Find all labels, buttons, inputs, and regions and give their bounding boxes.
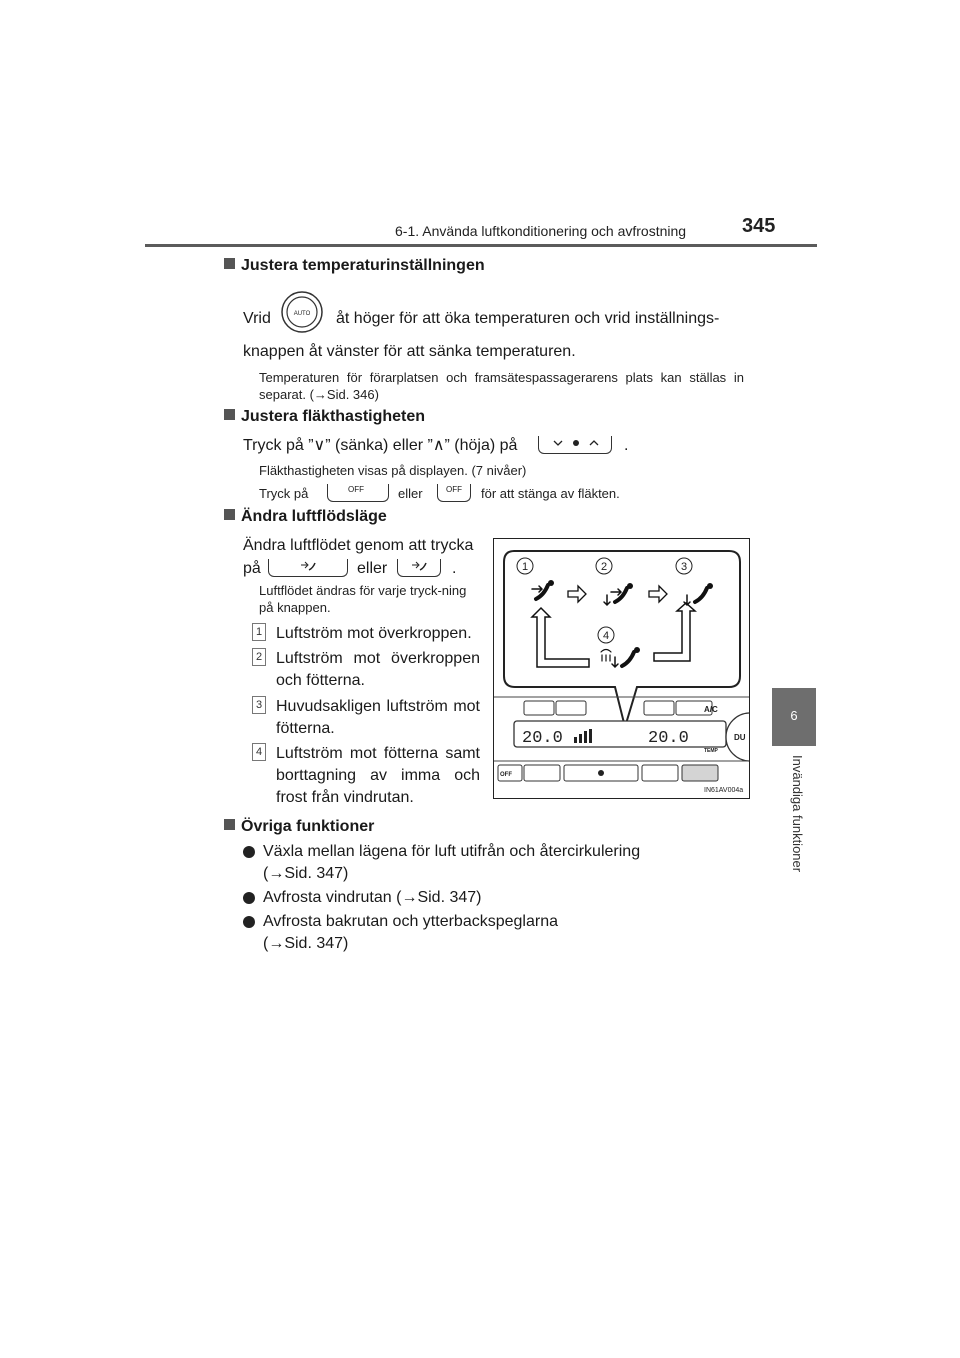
chapter-tab xyxy=(772,688,816,746)
header-section-title: 6-1. Använda luftkonditionering och avfrostning xyxy=(395,223,687,239)
item-text: Luftström mot överkroppen och fötterna. xyxy=(276,650,480,689)
item-number: 2 xyxy=(252,648,266,666)
temp-note: Temperaturen för förarplatsen och framsätespassagerarens plats kan ställas in separat. (→Sid. 346) xyxy=(259,370,744,402)
airflow-line2-pre: på xyxy=(243,560,261,577)
off-label-small: OFF xyxy=(446,485,462,494)
section-heading-text: Justera fläkthastigheten xyxy=(241,408,426,425)
airflow-button-small-icon xyxy=(397,559,441,577)
bullet-icon xyxy=(243,846,255,858)
header-divider xyxy=(145,244,817,247)
item-number: 3 xyxy=(252,696,266,714)
fan-speed-button-icon xyxy=(538,436,612,454)
ac-label: A/C xyxy=(704,705,718,714)
auto-knob-label: AUTO xyxy=(293,311,311,317)
fan-line: Tryck på ”∨” (sänka) eller ”∧” (höja) på xyxy=(243,437,518,454)
airflow-line1: Ändra luftflödet genom att trycka xyxy=(243,537,474,554)
chapter-number: 6 xyxy=(790,708,798,723)
section-heading-text: Ändra luftflödsläge xyxy=(241,508,387,525)
square-bullet-icon xyxy=(224,258,235,269)
bullet-text: Avfrosta bakrutan och ytterbackspeglarna (→Sid. 347) xyxy=(263,913,558,952)
airflow-line2-end: . xyxy=(452,560,457,577)
callout-3: 3 xyxy=(680,561,688,573)
section-heading-airflow xyxy=(224,508,387,526)
bullet-icon xyxy=(243,892,255,904)
section-heading-text: Övriga funktioner xyxy=(241,818,375,835)
airflow-item-3 xyxy=(252,696,480,740)
callout-1: 1 xyxy=(521,561,529,573)
square-bullet-icon xyxy=(224,509,235,520)
item-number: 4 xyxy=(252,743,266,761)
bullet-icon xyxy=(243,916,255,928)
airflow-item-1 xyxy=(252,623,480,645)
display-temp-left: 20.0 xyxy=(522,729,563,748)
airflow-button-icon xyxy=(268,559,348,577)
off-label: OFF xyxy=(348,485,364,494)
callout-2: 2 xyxy=(600,561,608,573)
off-button-small-icon xyxy=(437,484,471,502)
panel-off-label: OFF xyxy=(500,772,512,778)
airflow-item-2 xyxy=(252,648,480,692)
section-heading-fan xyxy=(224,408,425,426)
page-number: 345 xyxy=(742,215,776,237)
figure-code: IN61AV004a xyxy=(704,787,744,794)
square-bullet-icon xyxy=(224,819,235,830)
other-bullet-2 xyxy=(243,887,683,909)
fan-note1: Fläkthastigheten visas på displayen. (7 nivåer) xyxy=(259,463,527,478)
fan-note2-pre: Tryck på xyxy=(259,486,309,501)
off-button-icon xyxy=(327,484,389,502)
item-text: Luftström mot överkroppen. xyxy=(276,625,472,642)
other-bullet-3 xyxy=(243,911,603,955)
bullet-text: Avfrosta vindrutan (→Sid. 347) xyxy=(263,889,482,906)
section-heading-other xyxy=(224,818,374,836)
item-text: Huvudsakligen luftström mot fötterna. xyxy=(276,698,480,737)
fan-note2-mid: eller xyxy=(398,486,423,501)
airflow-line2-mid: eller xyxy=(357,560,388,577)
fan-line-end: . xyxy=(624,437,629,454)
climate-panel-figure xyxy=(493,538,750,799)
item-number: 1 xyxy=(252,623,266,641)
temp-line1-post: åt höger för att öka temperaturen och vrid inställnings- xyxy=(336,310,720,327)
other-bullet-1 xyxy=(243,841,683,885)
display-temp-right: 20.0 xyxy=(648,729,689,748)
dual-label: DU xyxy=(734,733,746,742)
item-text: Luftström mot fötterna samt borttagning av imma och frost från vindrutan. xyxy=(276,745,480,806)
chapter-label: Invändiga funktioner xyxy=(790,755,805,873)
square-bullet-icon xyxy=(224,409,235,420)
airflow-note: Luftflödet ändras för varje tryck-ning på knappen. xyxy=(259,583,467,615)
temp-label: TEMP xyxy=(704,748,718,754)
callout-4: 4 xyxy=(602,630,610,642)
temp-line2: knappen åt vänster för att sänka temperaturen. xyxy=(243,343,576,360)
bullet-text: Växla mellan lägena för luft utifrån och återcirkulering (→Sid. 347) xyxy=(263,843,641,882)
airflow-item-4 xyxy=(252,743,480,809)
auto-knob-icon xyxy=(280,290,324,334)
temp-line1-pre: Vrid xyxy=(243,310,271,327)
section-heading-text: Justera temperaturinställningen xyxy=(241,257,485,274)
section-heading-temperature xyxy=(224,257,485,275)
fan-note2-post: för att stänga av fläkten. xyxy=(481,486,620,501)
